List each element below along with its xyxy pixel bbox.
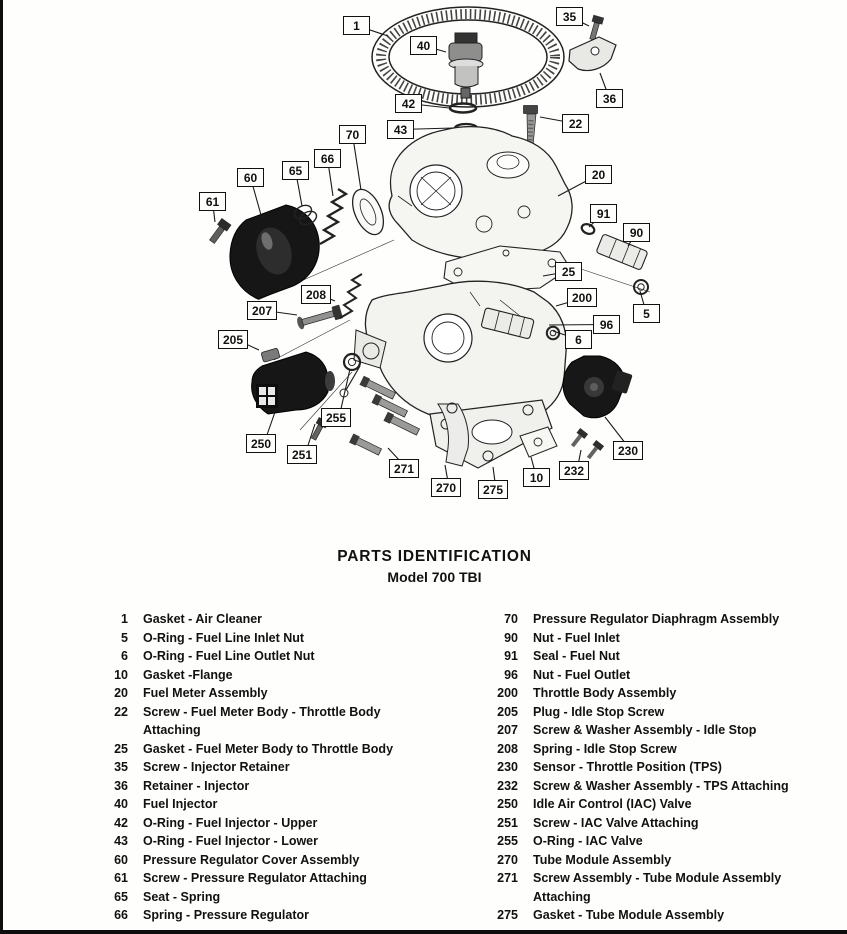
part-number: 65 (114, 889, 128, 904)
part-description: Spring - Pressure Regulator (143, 908, 310, 922)
part-description: Screw - Fuel Meter Body - Throttle Body (143, 704, 381, 719)
part-number: 25 (114, 741, 128, 756)
callout-20: 20 (585, 165, 612, 184)
part-description: Nut - Fuel Inlet (533, 630, 620, 645)
parts-row (100, 906, 450, 925)
callout-271: 271 (389, 459, 419, 478)
parts-row (100, 647, 450, 666)
parts-row (100, 684, 450, 703)
callout-90: 90 (623, 223, 650, 242)
callout-22: 22 (562, 114, 589, 133)
callout-70: 70 (339, 125, 366, 144)
part-description: Retainer - Injector (143, 778, 250, 793)
parts-row (490, 610, 830, 629)
parts-row (490, 703, 830, 722)
part-description: Plug - Idle Stop Screw (533, 704, 665, 719)
parts-row (100, 814, 450, 833)
part-description: O-Ring - Fuel Injector - Lower (143, 834, 318, 848)
part-description: Idle Air Control (IAC) Valve (533, 797, 692, 811)
part-number: 36 (114, 778, 128, 793)
part-description: Gasket -Flange (143, 667, 233, 682)
part-number: 232 (497, 778, 518, 793)
part-number: 10 (114, 667, 128, 682)
callout-43: 43 (387, 120, 414, 139)
part-description: Pressure Regulator Cover Assembly (143, 852, 360, 867)
part-number: 275 (497, 908, 518, 922)
part-number: 1 (121, 612, 128, 626)
part-description: O-Ring - Fuel Injector - Upper (143, 815, 318, 830)
part-description: Pressure Regulator Diaphragm Assembly (533, 612, 780, 626)
part-number: 90 (504, 630, 518, 645)
part-tps-screws (568, 428, 604, 461)
part-description: O-Ring - IAC Valve (533, 834, 643, 848)
part-oring-injector-upper (450, 104, 476, 113)
parts-row (490, 684, 830, 703)
callout-250: 250 (246, 434, 276, 453)
parts-row (100, 740, 450, 759)
part-regulator-spring (320, 189, 346, 244)
part-fuel-meter-assembly (389, 127, 572, 260)
parts-row (100, 629, 450, 648)
parts-row (100, 610, 450, 629)
part-description: Fuel Meter Assembly (143, 686, 268, 700)
part-number: 20 (114, 686, 128, 700)
parts-row (490, 869, 830, 888)
part-description: Attaching (533, 889, 591, 904)
part-number: 35 (114, 760, 128, 774)
part-number: 22 (114, 704, 128, 719)
parts-list-left-column (100, 610, 450, 925)
part-regulator-screw (207, 218, 231, 245)
part-description: Seal - Fuel Nut (533, 649, 620, 663)
parts-row (100, 758, 450, 777)
parts-row (490, 740, 830, 759)
part-description: Gasket - Air Cleaner (143, 612, 263, 626)
part-description: O-Ring - Fuel Line Outlet Nut (143, 649, 315, 663)
part-number: 5 (121, 630, 128, 645)
callout-35: 35 (556, 7, 583, 26)
callout-91: 91 (590, 204, 617, 223)
parts-row (100, 666, 450, 685)
part-description: O-Ring - Fuel Line Inlet Nut (143, 630, 305, 645)
parts-row (100, 888, 450, 907)
callout-270: 270 (431, 478, 461, 497)
part-number: 96 (504, 667, 518, 682)
part-injector-retainer (569, 37, 616, 71)
parts-row (490, 629, 830, 648)
parts-row (490, 647, 830, 666)
callout-205: 205 (218, 330, 248, 349)
part-idle-stop-screw (296, 305, 343, 331)
callout-255: 255 (321, 408, 351, 427)
part-number: 91 (504, 649, 518, 663)
parts-row (490, 795, 830, 814)
part-number: 255 (497, 834, 518, 848)
callout-207: 207 (247, 301, 277, 320)
part-number: 205 (497, 704, 518, 719)
parts-row (490, 758, 830, 777)
part-description: Throttle Body Assembly (533, 686, 677, 700)
parts-row (490, 832, 830, 851)
part-description: Nut - Fuel Outlet (533, 667, 631, 682)
callout-251: 251 (287, 445, 317, 464)
parts-row-continuation (490, 888, 830, 907)
parts-row (100, 869, 450, 888)
part-number: 42 (114, 815, 128, 830)
parts-row (100, 777, 450, 796)
callout-36: 36 (596, 89, 623, 108)
part-number-spacer (100, 721, 128, 740)
page-title: PARTS IDENTIFICATION (337, 548, 532, 565)
callout-25: 25 (555, 262, 582, 281)
part-injector-retainer-screw (587, 15, 604, 41)
part-number: 61 (114, 871, 128, 885)
part-number: 271 (497, 871, 518, 885)
part-fuel-nut-seal (580, 222, 595, 235)
part-number: 66 (114, 908, 128, 922)
parts-list-right-column (490, 610, 830, 925)
parts-row (490, 851, 830, 870)
part-number: 6 (121, 649, 128, 663)
part-idle-stop-plug (261, 348, 280, 362)
part-number: 200 (497, 686, 518, 700)
part-description: Screw - Pressure Regulator Attaching (143, 871, 367, 885)
page-subtitle: Model 700 TBI (387, 569, 482, 585)
part-number: 230 (497, 760, 518, 774)
part-description: Tube Module Assembly (533, 852, 672, 867)
callout-61: 61 (199, 192, 226, 211)
part-number: 250 (497, 797, 518, 811)
part-description: Spring - Idle Stop Screw (533, 741, 677, 756)
parts-title (0, 548, 847, 585)
part-number: 43 (114, 834, 128, 848)
part-number: 251 (497, 815, 518, 830)
part-number: 70 (504, 612, 518, 626)
part-oring-fuel-inlet (634, 280, 648, 294)
callout-208: 208 (301, 285, 331, 304)
callout-40: 40 (410, 36, 437, 55)
part-number: 60 (114, 852, 128, 867)
parts-row-continuation (100, 721, 450, 740)
part-number: 270 (497, 852, 518, 867)
part-description: Fuel Injector (143, 797, 218, 811)
callout-6: 6 (565, 330, 592, 349)
part-description: Screw & Washer Assembly - Idle Stop (533, 723, 757, 737)
parts-row (100, 703, 450, 722)
parts-row (490, 666, 830, 685)
part-tps-sensor (563, 356, 633, 418)
parts-row (100, 795, 450, 814)
part-number: 207 (497, 723, 518, 737)
callout-60: 60 (237, 168, 264, 187)
part-number: 40 (114, 797, 128, 811)
part-oring-iac (344, 354, 360, 370)
part-number: 208 (497, 741, 518, 756)
callout-66: 66 (314, 149, 341, 168)
callout-200: 200 (567, 288, 597, 307)
part-description: Screw - Injector Retainer (143, 760, 290, 774)
parts-row (100, 832, 450, 851)
callout-10: 10 (523, 468, 550, 487)
part-description: Gasket - Fuel Meter Body to Throttle Body (143, 741, 394, 756)
part-description: Screw Assembly - Tube Module Assembly (533, 871, 782, 885)
part-description: Screw & Washer Assembly - TPS Attaching (533, 778, 789, 793)
part-description: Sensor - Throttle Position (TPS) (533, 760, 722, 774)
callout-275: 275 (478, 480, 508, 499)
callout-65: 65 (282, 161, 309, 180)
part-description: Gasket - Tube Module Assembly (533, 908, 725, 922)
parts-row (490, 777, 830, 796)
part-description: Screw - IAC Valve Attaching (533, 815, 699, 830)
part-description: Seat - Spring (143, 889, 221, 904)
callout-5: 5 (633, 304, 660, 323)
callout-232: 232 (559, 461, 589, 480)
page-border-bottom (0, 930, 847, 934)
parts-row (490, 906, 830, 925)
part-regulator-diaphragm (346, 185, 389, 239)
part-idle-stop-spring (340, 274, 362, 318)
part-number-spacer (490, 888, 518, 907)
callout-1: 1 (343, 16, 370, 35)
parts-row (100, 851, 450, 870)
callout-42: 42 (395, 94, 422, 113)
callout-96: 96 (593, 315, 620, 334)
part-description: Attaching (143, 723, 201, 737)
parts-row (490, 814, 830, 833)
callout-230: 230 (613, 441, 643, 460)
part-fuel-injector (449, 33, 483, 98)
parts-row (490, 721, 830, 740)
